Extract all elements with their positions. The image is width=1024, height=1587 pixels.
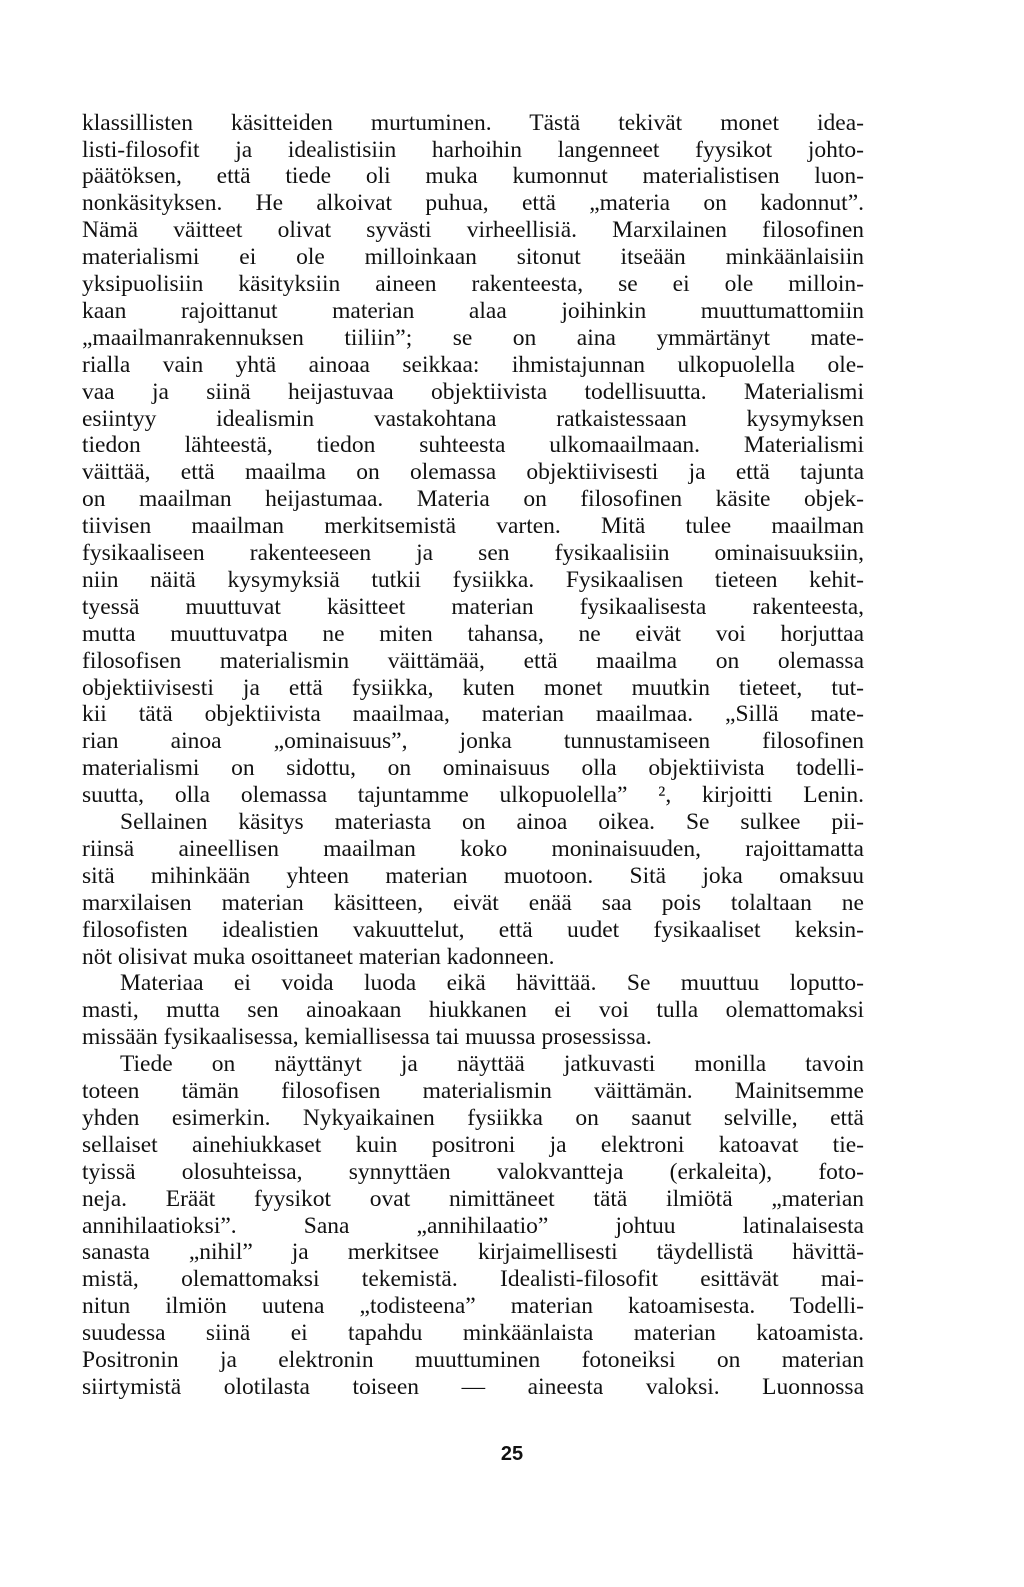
text-line: Positronin ja elektronin muuttuminen fotoneiksi on materian [82, 1347, 864, 1373]
text-line: fysikaaliseen rakenteeseen ja sen fysikaalisiin ominaisuuksiin, [82, 540, 864, 566]
text-line: on maailman heijastumaa. Materia on filosofinen käsite objek- [82, 486, 864, 512]
text-line: tiivisen maailman merkitsemistä varten. Mitä tulee maailman [82, 513, 864, 539]
page-number: 25 [500, 1443, 524, 1465]
text-line: filosofisen materialismin väittämää, että maailma on olemassa [82, 648, 864, 674]
text-line: yhden esimerkin. Nykyaikainen fysiikka on saanut selville, että [82, 1105, 864, 1131]
text-line: „maailmanrakennuksen tiiliin”; se on aina ymmärtänyt mate- [82, 325, 864, 351]
text-line: klassillisten käsitteiden murtuminen. Tästä tekivät monet idea- [82, 110, 864, 136]
text-line: masti, mutta sen ainoakaan hiukkanen ei voi tulla olemattomaksi [82, 997, 864, 1023]
text-line: materialismi on sidottu, on ominaisuus olla objektiivista todelli- [82, 755, 864, 781]
text-line: mutta muuttuvatpa ne miten tahansa, ne eivät voi horjuttaa [82, 621, 864, 647]
text-line: filosofisten idealistien vakuuttelut, että uudet fysikaaliset keksin- [82, 917, 864, 943]
text-line: Materiaa ei voida luoda eikä hävittää. Se muuttuu loputto- [120, 970, 864, 996]
text-line: suudessa siinä ei tapahdu minkäänlaista materian katoamista. [82, 1320, 864, 1346]
text-line: Nämä väitteet olivat syvästi virheellisiä. Marxilainen filosofinen [82, 217, 864, 243]
text-line: toteen tämän filosofisen materialismin väittämän. Mainitsemme [82, 1078, 864, 1104]
text-line: neja. Eräät fyysikot ovat nimittäneet tätä ilmiötä „materian [82, 1186, 864, 1212]
text-line: rian ainoa „ominaisuus”, jonka tunnustamiseen filosofinen [82, 728, 864, 754]
text-line: vaa ja siinä heijastuvaa objektiivista todellisuutta. Materialismi [82, 379, 864, 405]
text-line: nonkäsityksen. He alkoivat puhua, että „materia on kadonnut”. [82, 190, 864, 216]
text-line: suutta, olla olemassa tajuntamme ulkopuolella” ², kirjoitti Lenin. [82, 782, 864, 808]
text-line: missään fysikaalisessa, kemiallisessa tai muussa prosessissa. [82, 1024, 652, 1050]
text-line: mistä, olemattomaksi tekemistä. Idealisti-filosofit esittävät mai- [82, 1266, 864, 1292]
text-line: tyessä muuttuvat käsitteet materian fysikaalisesta rakenteesta, [82, 594, 864, 620]
text-line: nöt olisivat muka osoittaneet materian kadonneen. [82, 944, 555, 970]
text-line: nitun ilmiön uutena „todisteena” materian katoamisesta. Todelli- [82, 1293, 864, 1319]
text-line: tiedon lähteestä, tiedon suhteesta ulkomaailmaan. Materialismi [82, 432, 864, 458]
text-line: siirtymistä olotilasta toiseen — aineesta valoksi. Luonnossa [82, 1374, 864, 1400]
text-line: esiintyy idealismin vastakohtana ratkaistessaan kysymyksen [82, 406, 864, 432]
text-line: yksipuolisiin käsityksiin aineen rakenteesta, se ei ole milloin- [82, 271, 864, 297]
text-line: päätöksen, että tiede oli muka kumonnut materialistisen luon- [82, 163, 864, 189]
text-line: Tiede on näyttänyt ja näyttää jatkuvasti monilla tavoin [120, 1051, 864, 1077]
text-line: listi-filosofit ja idealistisiin harhoihin langenneet fyysikot johto- [82, 137, 864, 163]
text-line: annihilaatioksi”. Sana „annihilaatio” johtuu latinalaisesta [82, 1213, 864, 1239]
text-line: objektiivisesti ja että fysiikka, kuten monet muutkin tieteet, tut- [82, 675, 864, 701]
text-line: tyissä olosuhteissa, synnyttäen valokvantteja (erkaleita), foto- [82, 1159, 864, 1185]
text-line: Sellainen käsitys materiasta on ainoa oikea. Se sulkee pii- [120, 809, 864, 835]
text-line: kaan rajoittanut materian alaa joihinkin muuttumattomiin [82, 298, 864, 324]
text-line: marxilaisen materian käsitteen, eivät enää saa pois tolaltaan ne [82, 890, 864, 916]
text-line: materialismi ei ole milloinkaan sitonut itseään minkäänlaisiin [82, 244, 864, 270]
text-line: riinsä aineellisen maailman koko moninaisuuden, rajoittamatta [82, 836, 864, 862]
text-line: niin näitä kysymyksiä tutkii fysiikka. Fysikaalisen tieteen kehit- [82, 567, 864, 593]
text-line: rialla vain yhtä ainoaa seikkaa: ihmistajunnan ulkopuolella ole- [82, 352, 864, 378]
text-line: sanasta „nihil” ja merkitsee kirjaimellisesti täydellistä hävittä- [82, 1239, 864, 1265]
text-line: väittää, että maailma on olemassa objektiivisesti ja että tajunta [82, 459, 864, 485]
text-line: sitä mihinkään yhteen materian muotoon. Sitä joka omaksuu [82, 863, 864, 889]
text-line: sellaiset ainehiukkaset kuin positroni ja elektroni katoavat tie- [82, 1132, 864, 1158]
text-line: kii tätä objektiivista maailmaa, materian maailmaa. „Sillä mate- [82, 701, 864, 727]
